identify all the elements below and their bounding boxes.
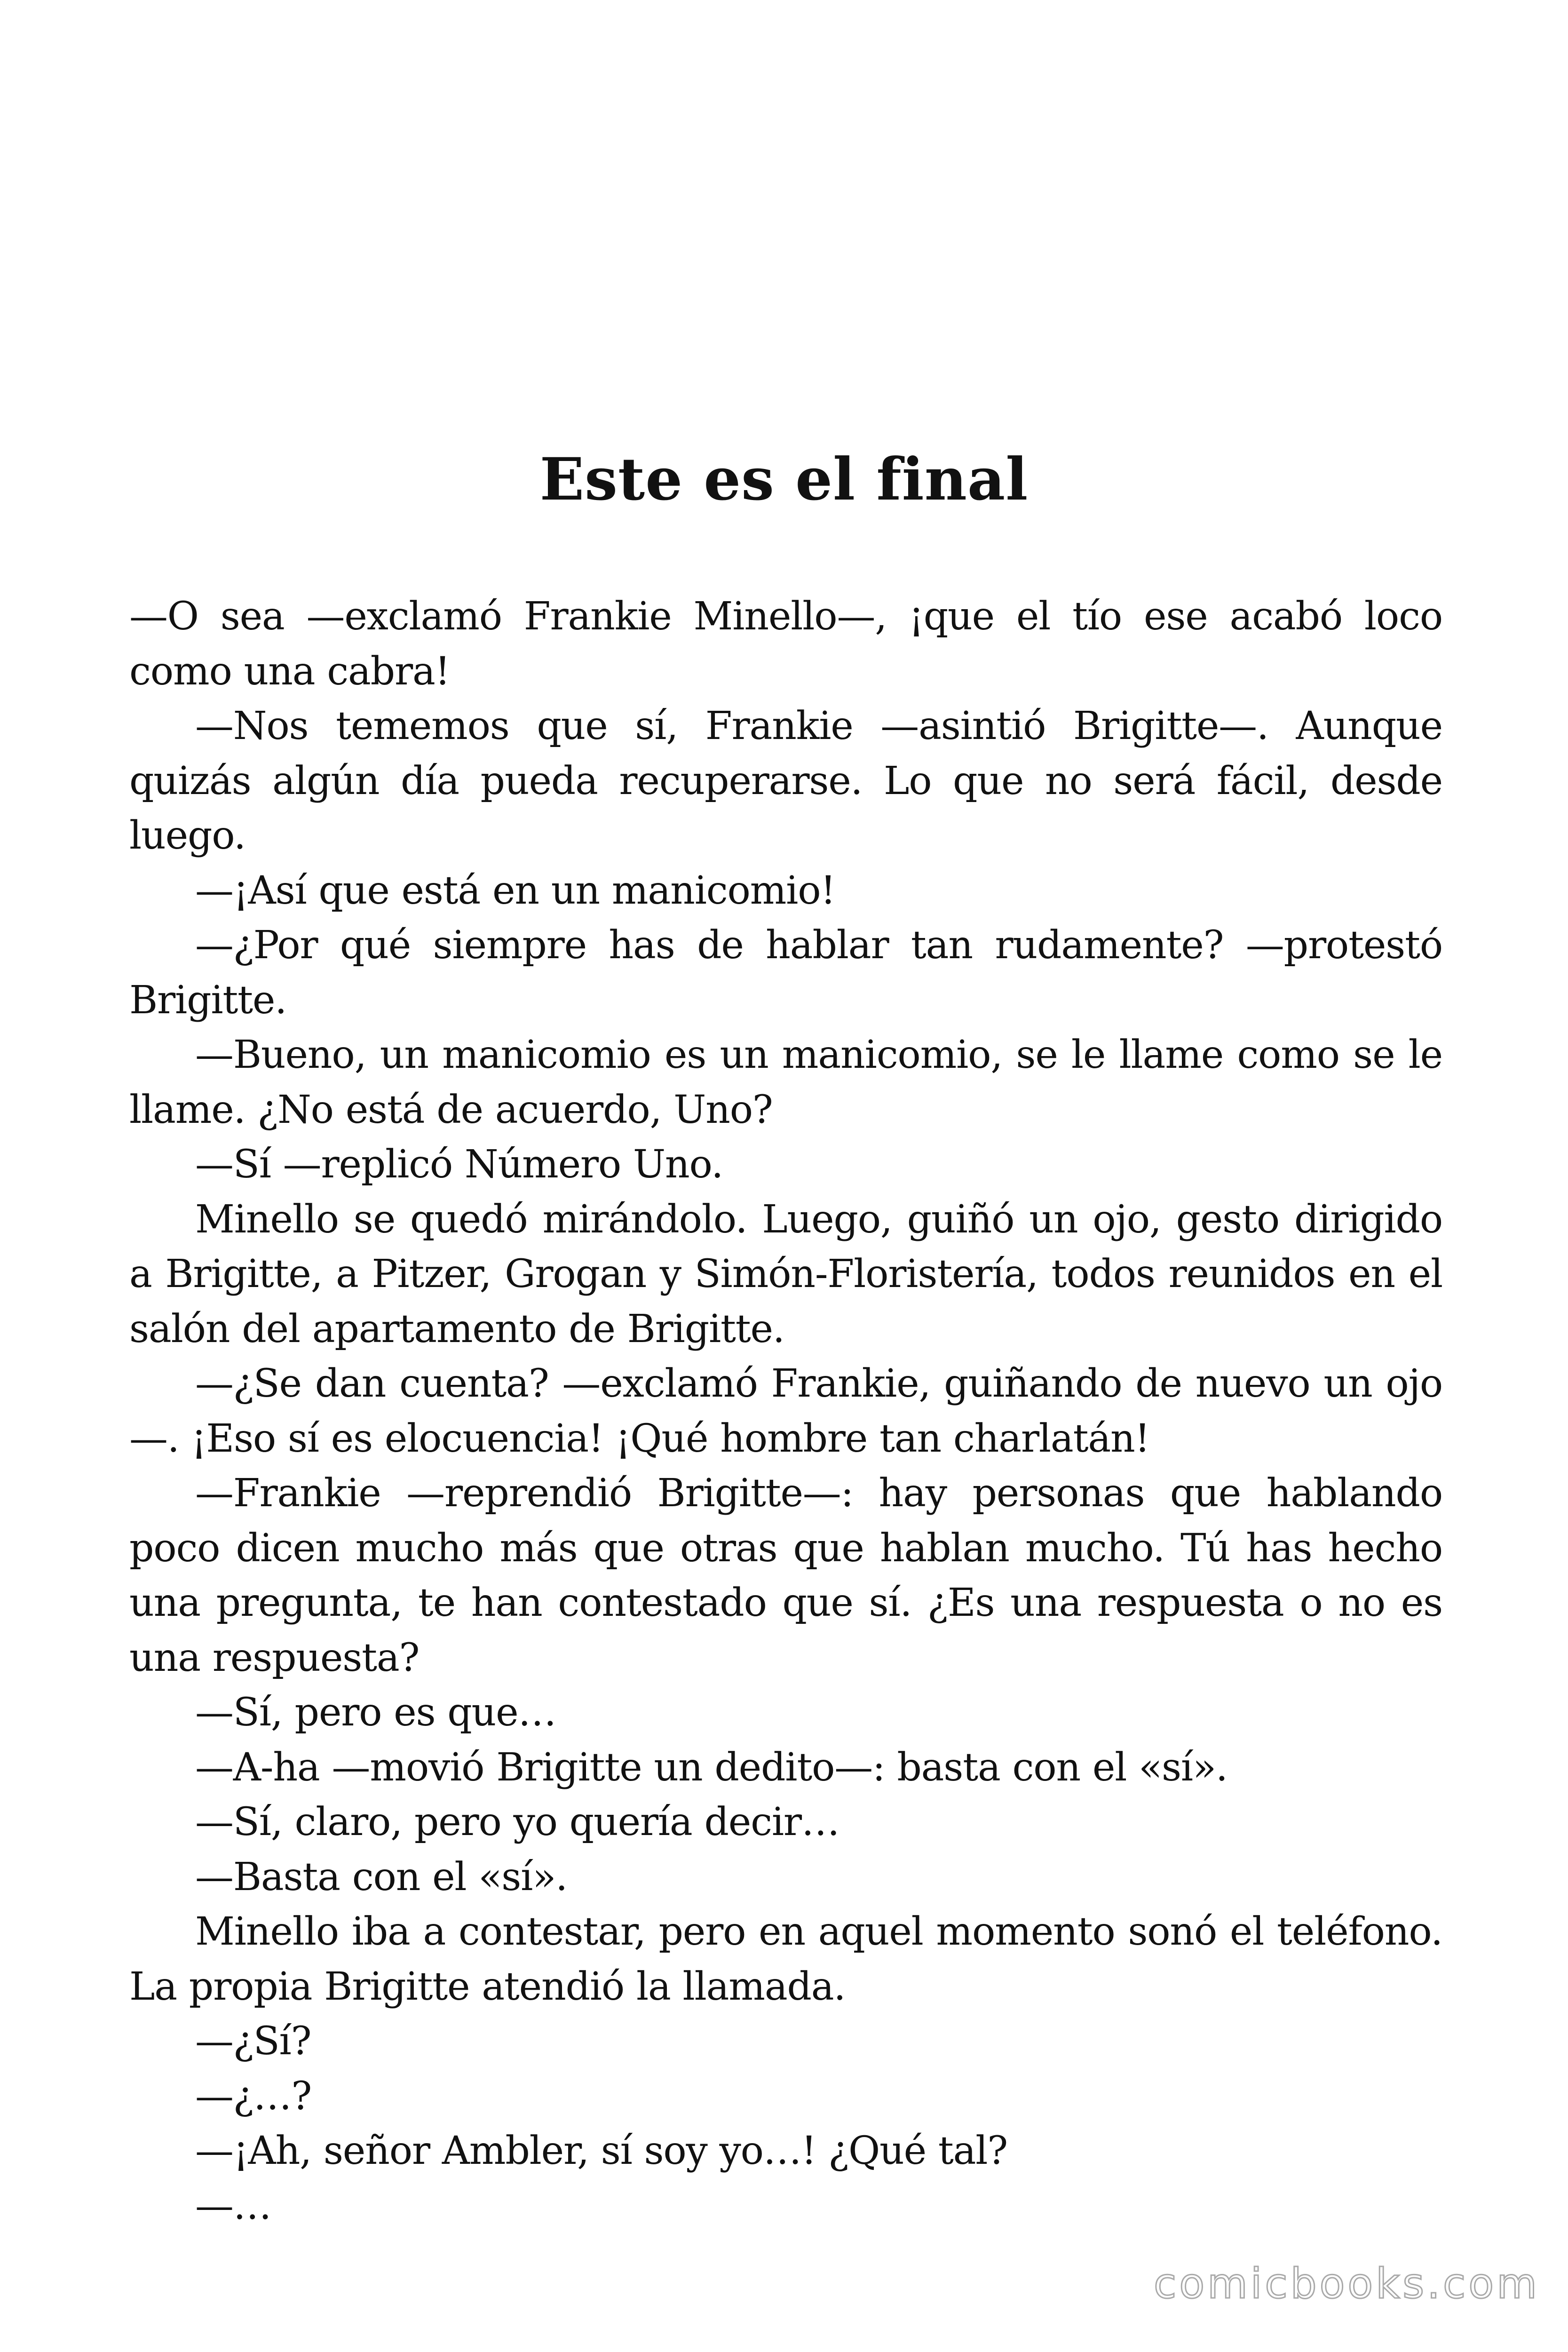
paragraph: —Bueno, un manicomio es un manicomio, se le llame como se le llame. ¿No está de acuerdo, Uno? — [129, 1033, 1442, 1132]
paragraph: —Sí, pero es que… — [195, 1690, 556, 1735]
paragraph: —A-ha —movió Brigitte un dedito—: basta con el «sí». — [195, 1745, 1227, 1790]
paragraph: —¡Ah, señor Ambler, sí soy yo…! ¿Qué tal? — [195, 2129, 1008, 2173]
paragraph: Minello iba a contestar, pero en aquel momento sonó el teléfono. La propia Brigitte atendió la llamada. — [129, 1909, 1442, 2009]
paragraph: —Sí, claro, pero yo quería decir… — [195, 1800, 839, 1844]
paragraph: —Basta con el «sí». — [195, 1854, 568, 1899]
watermark: comicbooks.com — [1153, 2259, 1540, 2308]
paragraph: —Frankie —reprendió Brigitte—: hay personas que hablando poco dicen mucho más que otras que hablan mucho. Tú has hecho una pregunta, te han contestado que sí. ¿Es una respuesta o no es una respuesta? — [129, 1471, 1442, 1680]
paragraph: —O sea —exclamó Frankie Minello—, ¡que el tío ese acabó loco como una cabra! — [129, 594, 1442, 694]
paragraph: Minello se quedó mirándolo. Luego, guiñó un ojo, gesto dirigido a Brigitte, a Pitzer, Grogan y Simón-Floristería, todos reunidos en el salón del apartamento de Brigitte. — [129, 1197, 1442, 1351]
paragraph: —Nos tememos que sí, Frankie —asintió Brigitte—. Aunque quizás algún día pueda recuperarse. Lo que no será fácil, desde luego. — [129, 704, 1442, 858]
paragraph: —¿…? — [195, 2074, 312, 2119]
paragraph: —¿Sí? — [195, 2019, 311, 2064]
paragraph: —… — [195, 2183, 271, 2228]
paragraph: —¡Así que está en un manicomio! — [195, 868, 836, 913]
chapter-title: Este es el final — [539, 445, 1029, 514]
paragraph: —¿Se dan cuenta? —exclamó Frankie, guiñando de nuevo un ojo—. ¡Eso sí es elocuencia! ¡Qué hombre tan charlatán! — [129, 1361, 1442, 1461]
paragraph: —Sí —replicó Número Uno. — [195, 1142, 723, 1187]
chapter-body — [129, 589, 1442, 2233]
paragraph: —¿Por qué siempre has de hablar tan rudamente? —protestó Brigitte. — [129, 923, 1442, 1023]
